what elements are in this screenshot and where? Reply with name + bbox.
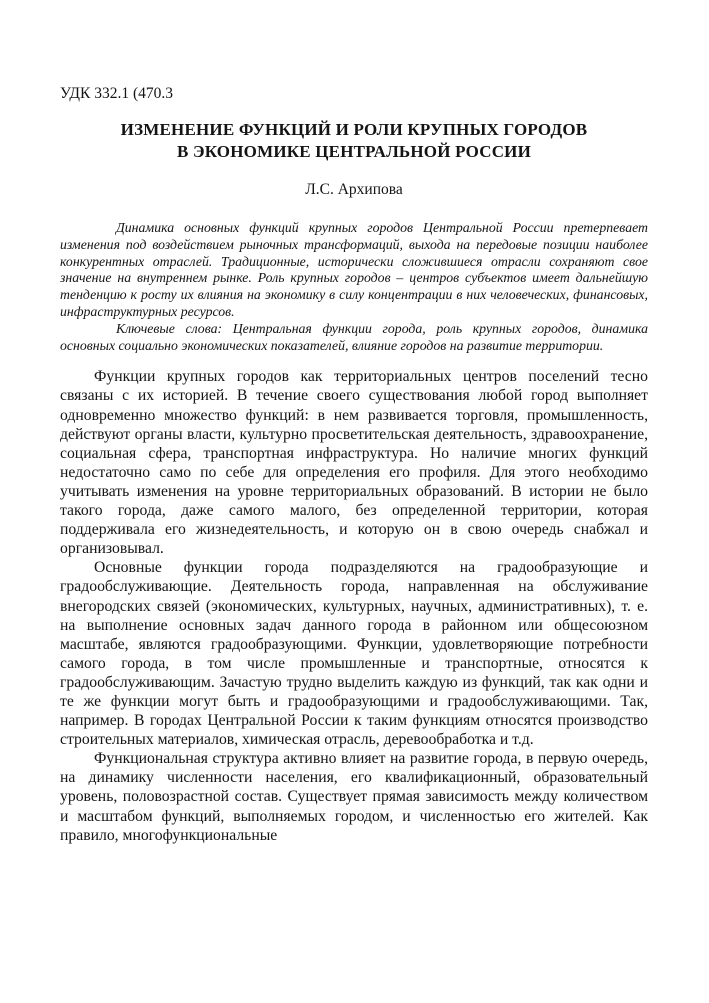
body-paragraph: Функции крупных городов как территориальных центров поселений тесно связаны с их историей. В течение своего существования любой город выполняет одновременно множество функций: в нем развивается торговля, промышленность, действуют органы власти, культурно просветительская деятельность, здравоохранение, социальная сфера, транспортная инфраструктура. Но наличие многих функций недостаточно само по себе для определения его профиля. Для этого необходимо учитывать изменения на уровне территориальных образований. В истории не было такого города, даже самого малого, без определенной территории, которая поддерживала его жизнедеятельность, и которую он в свою очередь снабжал и организовывал. — [60, 368, 648, 558]
keywords-text: Ключевые слова: Центральная функции города, роль крупных городов, динамика основных социально экономических показателей, влияние городов на развитие территории. — [60, 320, 648, 353]
article-body — [60, 367, 648, 844]
body-paragraph: Основные функции города подразделяются на градообразующие и градообслуживающие. Деятельность города, направленная на обслуживание внегородских связей (экономических, культурных, научных, административных), т. е. на выполнение основных задач данного города в районном или общесоюзном масштабе, являются градообразующими. Функции, удовлетворяющие потребности самого города, в том числе промышленные и транспортные, относятся к градообслуживающим. Зачастую трудно выделить каждую из функций, так как одни и те же функции могут быть и градообразующими и градообслуживающими. Так, например. В городах Центральной России к таким функциям относятся производство строительных материалов, химическая отрасль, деревообработка и т.д. — [60, 559, 648, 749]
abstract-section — [60, 220, 648, 354]
udc-code: УДК 332.1 (470.3 — [60, 85, 173, 102]
abstract-text: Динамика основных функций крупных городов Центральной России претерпевает изменения под воздействием рыночных трансформаций, выхода на передовые позиции наиболее конкурентных отраслей. Традиционные, исторически сложившиеся отрасли сохраняют свое значение на внутреннем рынке. Роль крупных городов – центров субъектов имеет дальнейшую тенденцию к росту их влияния на экономику в силу концентрации в них человеческих, финансовых, инфраструктурных ресурсов. — [60, 220, 648, 319]
paper-title — [60, 119, 648, 163]
author-name: Л.С. Архипова — [305, 181, 403, 198]
paper-title-line-1: ИЗМЕНЕНИЕ ФУНКЦИЙ И РОЛИ КРУПНЫХ ГОРОДОВ — [120, 120, 588, 139]
body-paragraph: Функциональная структура активно влияет на развитие города, в первую очередь, на динамику численности населения, его квалификационный, образовательный уровень, половозрастной состав. Существует прямая зависимость между количеством и масштабом функций, выполняемых городом, и численностью его жителей. Как правило, многофункциональные — [60, 750, 648, 844]
paper-title-line-2: В ЭКОНОМИКЕ ЦЕНТРАЛЬНОЙ РОССИИ — [176, 142, 532, 161]
